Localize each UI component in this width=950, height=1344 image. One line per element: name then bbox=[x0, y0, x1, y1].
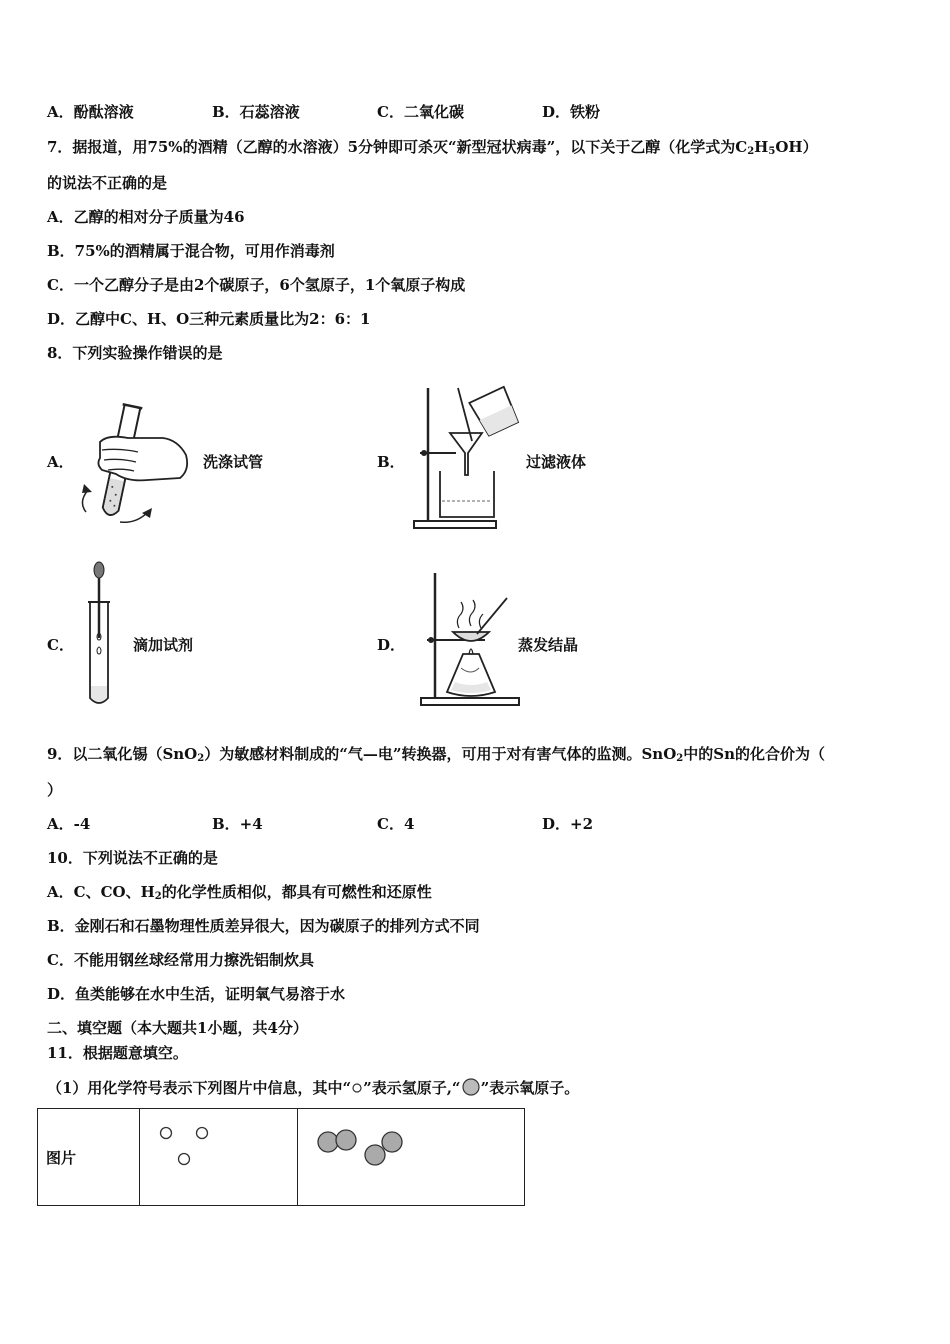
oxygen-molecules-cell bbox=[298, 1109, 525, 1206]
q8-option-a-caption: 洗涤试管 bbox=[203, 453, 264, 471]
q9-option-c: C．4 bbox=[377, 815, 415, 833]
section-heading-fill-in: 二、填空题（本大题共1小题，共4分） bbox=[47, 1019, 308, 1037]
q7-option-c: C．一个乙醇分子是由2个碳原子，6个氢原子，1个氧原子构成 bbox=[47, 276, 466, 294]
q11-stem: 11．根据题意填空。 bbox=[47, 1044, 188, 1062]
q6-option-c: C．二氧化碳 bbox=[377, 103, 464, 121]
oxygen-atom-icon bbox=[461, 1077, 481, 1097]
three-hydrogen-atoms-illustration bbox=[140, 1109, 297, 1205]
q8-option-c-letter: C． bbox=[47, 636, 74, 654]
q9-option-a: A．-4 bbox=[47, 815, 91, 833]
q8-option-b-letter: B． bbox=[377, 453, 405, 471]
q9-stem: 9．以二氧化锡（SnO$_2$）为敏感材料制成的“气—电”转换器，可用于对有害气体的监测。SnO$_2$中的Sn的化合价为（ bbox=[47, 745, 826, 764]
q6-option-d: D．铁粉 bbox=[542, 103, 601, 121]
q11-picture-table bbox=[37, 1108, 525, 1206]
q7-option-b: B．75%的酒精属于混合物，可用作消毒剂 bbox=[47, 242, 335, 260]
hydrogen-atoms-cell bbox=[140, 1109, 298, 1206]
hydrogen-atom-icon bbox=[351, 1082, 363, 1094]
q10-option-b: B．金刚石和石墨物理性质差异很大，因为碳原子的排列方式不同 bbox=[47, 917, 480, 935]
q6-option-a: A．酚酞溶液 bbox=[47, 103, 134, 121]
q7-stem: 7．据报道，用75%的酒精（乙醇的水溶液）5分钟即可杀灭“新型冠状病毒”，以下关于乙醇（化学式为$C_2H_5OH$） bbox=[47, 138, 818, 157]
q7-stem-line2: 的说法不正确的是 bbox=[47, 174, 168, 192]
two-oxygen-molecules-illustration bbox=[298, 1109, 524, 1205]
q10-option-c: C．不能用钢丝球经常用力擦洗铝制炊具 bbox=[47, 951, 314, 969]
q7-option-a: A．乙醇的相对分子质量为46 bbox=[47, 208, 245, 226]
evaporation-apparatus-illustration bbox=[415, 568, 525, 710]
q9-option-b: B．+4 bbox=[212, 815, 263, 833]
q8-option-a-letter: A． bbox=[47, 453, 74, 471]
q8-option-b-caption: 过滤液体 bbox=[526, 453, 587, 471]
q10-option-d: D．鱼类能够在水中生活，证明氧气易溶于水 bbox=[47, 985, 346, 1003]
q8-option-d-letter: D． bbox=[377, 636, 406, 654]
filtration-apparatus-illustration bbox=[410, 383, 530, 533]
q6-option-b: B．石蕊溶液 bbox=[212, 103, 300, 121]
dropper-test-tube-illustration bbox=[80, 560, 120, 710]
table-label-cell bbox=[38, 1109, 140, 1206]
q10-option-a: A．C、CO、$H_2$的化学性质相似，都具有可燃性和还原性 bbox=[47, 883, 432, 902]
q9-stem-line2: ） bbox=[47, 781, 63, 799]
q11-part1: （1）用化学符号表示下列图片中信息，其中“ ”表示氢原子,“ ”表示氧原子。 bbox=[47, 1079, 580, 1097]
q8-option-c-caption: 滴加试剂 bbox=[133, 636, 194, 654]
q8-stem: 8．下列实验操作错误的是 bbox=[47, 344, 223, 362]
q9-option-d: D．+2 bbox=[542, 815, 594, 833]
q7-option-d: D．乙醇中C、H、O三种元素质量比为2：6：1 bbox=[47, 310, 371, 328]
test-tube-washing-illustration bbox=[68, 400, 208, 530]
table-label: 图片 bbox=[46, 1148, 77, 1167]
q8-option-d-caption: 蒸发结晶 bbox=[518, 636, 579, 654]
q10-stem: 10．下列说法不正确的是 bbox=[47, 849, 218, 867]
